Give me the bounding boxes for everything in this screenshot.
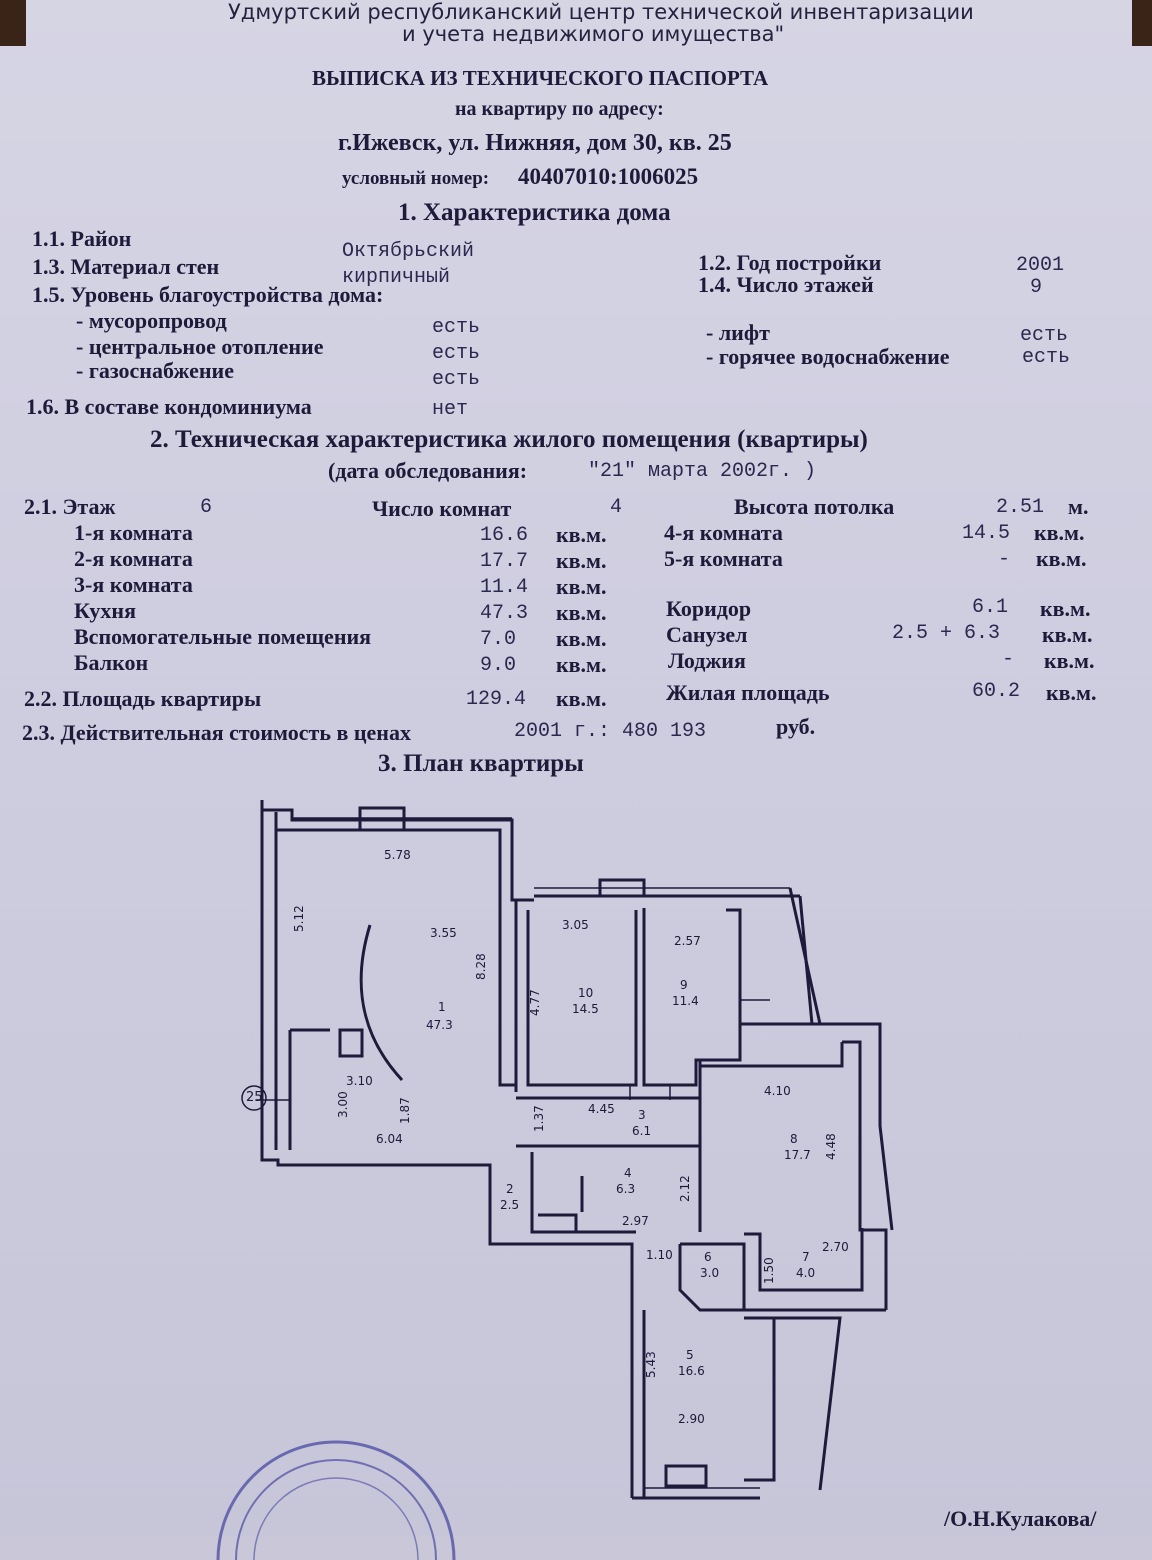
room-row-value: 47.3: [480, 602, 529, 625]
room-number: 4: [624, 1166, 632, 1180]
cond-number: 40407010:1006025: [518, 164, 699, 189]
unit-label: кв.м.: [556, 686, 607, 711]
unit-label: кв.м.: [1042, 622, 1093, 647]
dimension-label: 1.50: [762, 1257, 776, 1284]
survey-date-value: "21" марта 2002г. ): [588, 460, 817, 483]
room-number: 2: [506, 1182, 514, 1196]
unit-label: кв.м.: [1046, 680, 1097, 705]
room-row-label: Санузел: [666, 622, 748, 647]
cost-label: 2.3. Действительная стоимость в ценах: [22, 720, 411, 745]
room-area: 16.6: [678, 1364, 705, 1378]
walls-value: кирпичный: [342, 266, 451, 289]
dimension-label: 8.28: [474, 953, 488, 980]
room-row-value: 6.1: [972, 596, 1009, 619]
stamp: [206, 1420, 466, 1560]
room-row-label: 3-я комната: [74, 572, 193, 597]
dimension-label: 1.87: [398, 1097, 412, 1124]
unit-label: кв.м.: [556, 548, 607, 573]
dimension-label: 5.12: [292, 905, 306, 932]
section-2-title: 2. Техническая характеристика жилого помещения (квартиры): [150, 426, 868, 453]
walls-label: 1.3. Материал стен: [32, 254, 220, 279]
room-number: 6: [704, 1250, 712, 1264]
unit-label: кв.м.: [556, 626, 607, 651]
garbage-label: - мусоропровод: [76, 308, 227, 333]
dimension-label: 4.77: [528, 989, 542, 1016]
height-label: Высота потолка: [734, 494, 895, 519]
dimension-label: 2.12: [678, 1175, 692, 1202]
room-row-value: 14.5: [962, 522, 1011, 545]
living-area-value: 60.2: [972, 680, 1021, 703]
unit-label: кв.м.: [556, 600, 607, 625]
hotwater-label: - горячее водоснабжение: [706, 344, 950, 369]
dimension-label: 2.90: [678, 1412, 705, 1426]
signature-name: /О.Н.Кулакова/: [944, 1506, 1097, 1531]
apartment-number: 25: [246, 1090, 263, 1105]
unit-label: кв.м.: [1034, 520, 1085, 545]
doc-title: ВЫПИСКА ИЗ ТЕХНИЧЕСКОГО ПАСПОРТА: [312, 66, 769, 90]
district-value: Октябрьский: [342, 240, 475, 263]
lift-value: есть: [1020, 324, 1069, 347]
room-area: 14.5: [572, 1002, 599, 1016]
org-line-1: Удмуртский республиканский центр технической инвентаризации: [228, 0, 974, 24]
room-row-label: 5-я комната: [664, 546, 783, 571]
room-number: 9: [680, 978, 688, 992]
dimension-label: 2.97: [622, 1214, 649, 1228]
comfort-label: 1.5. Уровень благоустройства дома:: [32, 282, 384, 307]
dimension-label: 1.10: [646, 1248, 673, 1262]
room-row-value: 16.6: [480, 524, 529, 547]
room-row-value: -: [998, 548, 1011, 571]
room-area: 11.4: [672, 994, 699, 1008]
area-label: 2.2. Площадь квартиры: [24, 686, 262, 711]
year-label: 1.2. Год постройки: [698, 250, 882, 275]
height-value: 2.51: [996, 496, 1045, 519]
dimension-label: 4.10: [764, 1084, 791, 1098]
dimension-label: 3.05: [562, 918, 589, 932]
room-area: 6.1: [632, 1124, 652, 1138]
room-row-label: 4-я комната: [664, 520, 783, 545]
dimension-label: 3.10: [346, 1074, 373, 1088]
room-row-label: Лоджия: [668, 648, 746, 673]
dimension-label: 6.04: [376, 1132, 403, 1146]
section-3-title: 3. План квартиры: [378, 750, 584, 777]
floors-label: 1.4. Число этажей: [698, 272, 874, 297]
room-row-value: 2.5 + 6.3: [892, 622, 1001, 645]
room-row-label: 2-я комната: [74, 546, 193, 571]
floors-value: 9: [1030, 276, 1043, 299]
dimension-label: 1.37: [532, 1105, 546, 1132]
dimension-label: 3.00: [336, 1091, 350, 1118]
rooms-label: Число комнат: [372, 496, 512, 521]
section-1-title: 1. Характеристика дома: [398, 199, 671, 226]
floor-label: 2.1. Этаж: [24, 494, 116, 519]
area-value: 129.4: [466, 688, 527, 711]
floor-value: 6: [200, 496, 213, 519]
room-row-value: 9.0: [480, 654, 517, 677]
lift-label: - лифт: [706, 320, 770, 345]
dimension-label: 5.78: [384, 848, 411, 862]
room-area: 3.0: [700, 1266, 720, 1280]
room-area: 47.3: [426, 1018, 453, 1032]
dimension-label: 4.45: [588, 1102, 615, 1116]
height-unit: м.: [1068, 494, 1089, 519]
room-row-value: 11.4: [480, 576, 529, 599]
room-row-value: 7.0: [480, 628, 517, 651]
cost-unit: руб.: [776, 714, 816, 739]
room-number: 7: [802, 1250, 810, 1264]
gas-value: есть: [432, 368, 481, 391]
room-row-label: Коридор: [666, 596, 752, 621]
dimension-label: 2.57: [674, 934, 701, 948]
address: г.Ижевск, ул. Нижняя, дом 30, кв. 25: [338, 130, 732, 156]
room-number: 8: [790, 1132, 798, 1146]
dimension-label: 2.70: [822, 1240, 849, 1254]
room-number: 1: [438, 1000, 446, 1014]
dimension-label: 5.43: [644, 1351, 658, 1378]
org-line-2: и учета недвижимого имущества": [402, 22, 785, 46]
district-label: 1.1. Район: [32, 226, 132, 251]
room-area: 2.5: [500, 1198, 520, 1212]
dimension-label: 3.55: [430, 926, 457, 940]
unit-label: кв.м.: [1044, 648, 1095, 673]
survey-date-label: (дата обследования:: [328, 458, 528, 483]
unit-label: кв.м.: [1036, 546, 1087, 571]
unit-label: кв.м.: [1040, 596, 1091, 621]
unit-label: кв.м.: [556, 652, 607, 677]
rooms-value: 4: [610, 496, 623, 519]
doc-subtitle: на квартиру по адресу:: [455, 98, 664, 120]
unit-label: кв.м.: [556, 574, 607, 599]
room-row-value: -: [1002, 648, 1015, 671]
room-area: 6.3: [616, 1182, 636, 1196]
gas-label: - газоснабжение: [76, 358, 234, 383]
room-row-label: Кухня: [74, 598, 136, 623]
room-number: 3: [638, 1108, 646, 1122]
room-row-label: Вспомогательные помещения: [74, 624, 372, 649]
garbage-value: есть: [432, 316, 481, 339]
unit-label: кв.м.: [556, 522, 607, 547]
cost-value: 2001 г.: 480 193: [514, 720, 707, 743]
heating-value: есть: [432, 342, 481, 365]
cond-number-label: условный номер:: [342, 168, 490, 189]
room-area: 4.0: [796, 1266, 816, 1280]
room-number: 5: [686, 1348, 694, 1362]
room-row-label: 1-я комната: [74, 520, 193, 545]
hotwater-value: есть: [1022, 346, 1071, 369]
living-area-label: Жилая площадь: [666, 680, 830, 705]
condo-label: 1.6. В составе кондоминиума: [26, 394, 312, 419]
room-row-value: 17.7: [480, 550, 529, 573]
heating-label: - центральное отопление: [76, 334, 324, 359]
room-number: 10: [578, 986, 594, 1000]
dimension-label: 4.48: [824, 1133, 838, 1160]
year-value: 2001: [1016, 254, 1065, 277]
room-row-label: Балкон: [74, 650, 149, 675]
room-area: 17.7: [784, 1148, 811, 1162]
condo-value: нет: [432, 398, 469, 421]
